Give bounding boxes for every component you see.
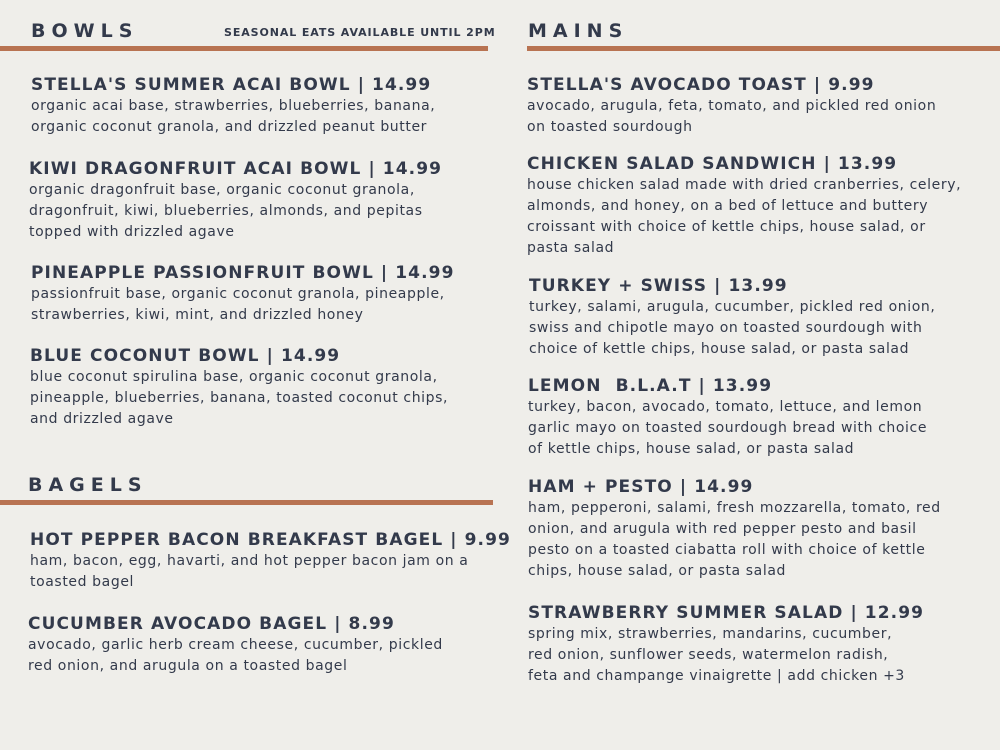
bowls-heading: BOWLS <box>31 20 139 42</box>
desc-line: swiss and chipotle mayo on toasted sourdough with <box>529 320 923 336</box>
desc-line: organic coconut granola, and drizzled peanut butter <box>31 119 428 135</box>
item-title: BLUE COCONUT BOWL | 14.99 <box>30 346 341 366</box>
desc-line: turkey, bacon, avocado, tomato, lettuce, and lemon <box>528 399 923 415</box>
desc-line: house chicken salad made with dried cranberries, celery, <box>527 177 962 193</box>
desc-line: croissant with choice of kettle chips, house salad, or <box>527 219 926 235</box>
desc-line: organic dragonfruit base, organic coconut granola, <box>29 182 415 198</box>
item-title: STRAWBERRY SUMMER SALAD | 12.99 <box>528 603 925 623</box>
item-title: CUCUMBER AVOCADO BAGEL | 8.99 <box>28 614 395 634</box>
item-title: PINEAPPLE PASSIONFRUIT BOWL | 14.99 <box>31 263 455 283</box>
item-description <box>528 397 927 460</box>
desc-line: pesto on a toasted ciabatta roll with choice of kettle <box>528 542 926 558</box>
item-title: HOT PEPPER BACON BREAKFAST BAGEL | 9.99 <box>30 530 511 550</box>
desc-line: feta and champange vinaigrette | add chicken +3 <box>528 668 905 684</box>
menu-item <box>30 345 448 430</box>
menu-item <box>30 529 511 593</box>
item-description <box>528 624 924 687</box>
item-description <box>527 96 936 138</box>
desc-line: ham, bacon, egg, havarti, and hot pepper bacon jam on a <box>30 553 469 569</box>
item-title: HAM + PESTO | 14.99 <box>528 477 754 497</box>
desc-line: pasta salad <box>527 240 615 256</box>
menu-item <box>527 153 961 259</box>
desc-line: of kettle chips, house salad, or pasta salad <box>528 441 855 457</box>
menu-item <box>529 275 935 360</box>
desc-line: red onion, sunflower seeds, watermelon radish, <box>528 647 889 663</box>
menu-item <box>31 74 435 138</box>
menu-item <box>31 262 455 326</box>
menu-item <box>29 158 442 243</box>
desc-line: topped with drizzled agave <box>29 224 235 240</box>
desc-line: pineapple, blueberries, banana, toasted coconut chips, <box>30 390 449 406</box>
desc-line: blue coconut spirulina base, organic coconut granola, <box>30 369 438 385</box>
menu-item <box>528 375 927 460</box>
mains-divider <box>527 46 1000 51</box>
bagels-heading: BAGELS <box>28 474 148 496</box>
desc-line: on toasted sourdough <box>527 119 693 135</box>
item-description <box>529 297 935 360</box>
item-description <box>527 175 961 259</box>
item-description <box>30 551 511 593</box>
desc-line: passionfruit base, organic coconut granola, pineapple, <box>31 286 445 302</box>
desc-line: avocado, arugula, feta, tomato, and pickled red onion <box>527 98 937 114</box>
item-title: TURKEY + SWISS | 13.99 <box>529 276 788 296</box>
desc-line: red onion, and arugula on a toasted bagel <box>28 658 348 674</box>
desc-line: dragonfruit, kiwi, blueberries, almonds, and pepitas <box>29 203 423 219</box>
item-title: STELLA'S SUMMER ACAI BOWL | 14.99 <box>31 75 432 95</box>
item-description <box>31 284 455 326</box>
desc-line: organic acai base, strawberries, blueberries, banana, <box>31 98 436 114</box>
desc-line: toasted bagel <box>30 574 135 590</box>
mains-heading: MAINS <box>528 20 629 42</box>
menu-item <box>528 602 924 687</box>
item-description <box>28 635 443 677</box>
bowls-divider <box>0 46 488 51</box>
item-description <box>31 96 435 138</box>
menu-item <box>527 74 936 138</box>
item-title: KIWI DRAGONFRUIT ACAI BOWL | 14.99 <box>29 159 443 179</box>
desc-line: garlic mayo on toasted sourdough bread with choice <box>528 420 928 436</box>
desc-line: spring mix, strawberries, mandarins, cucumber, <box>528 626 893 642</box>
desc-line: choice of kettle chips, house salad, or pasta salad <box>529 341 910 357</box>
desc-line: strawberries, kiwi, mint, and drizzled honey <box>31 307 364 323</box>
item-description <box>30 367 448 430</box>
seasonal-note: SEASONAL EATS AVAILABLE UNTIL 2PM <box>224 26 496 39</box>
desc-line: avocado, garlic herb cream cheese, cucumber, pickled <box>28 637 443 653</box>
desc-line: turkey, salami, arugula, cucumber, pickled red onion, <box>529 299 936 315</box>
item-title: STELLA'S AVOCADO TOAST | 9.99 <box>527 75 875 95</box>
item-title: LEMON B.L.A.T | 13.99 <box>528 376 773 396</box>
desc-line: onion, and arugula with red pepper pesto and basil <box>528 521 917 537</box>
desc-line: ham, pepperoni, salami, fresh mozzarella, tomato, red <box>528 500 941 516</box>
bagels-divider <box>0 500 493 505</box>
item-title: CHICKEN SALAD SANDWICH | 13.99 <box>527 154 898 174</box>
item-description <box>528 498 941 582</box>
menu-item <box>28 613 443 677</box>
menu-item <box>528 476 941 582</box>
item-description <box>29 180 442 243</box>
desc-line: and drizzled agave <box>30 411 174 427</box>
desc-line: almonds, and honey, on a bed of lettuce and buttery <box>527 198 929 214</box>
desc-line: chips, house salad, or pasta salad <box>528 563 787 579</box>
